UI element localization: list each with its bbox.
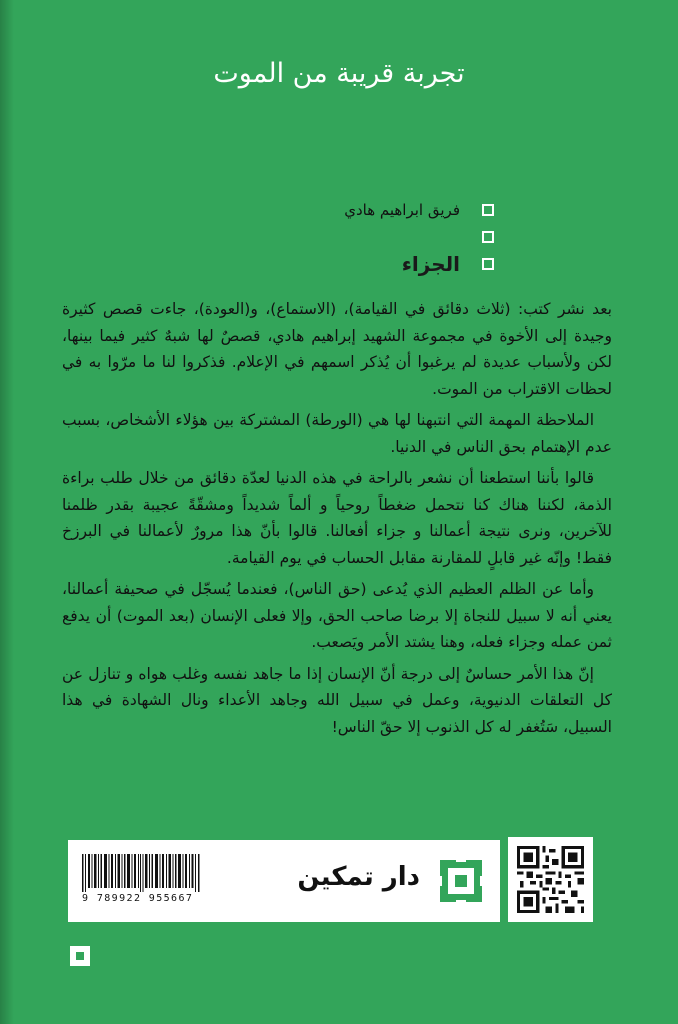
- barcode-icon: [82, 854, 200, 892]
- isbn-number: 9 789922 955667: [82, 893, 194, 904]
- barcode: [82, 854, 200, 906]
- blurb-paragraph-1: بعد نشر كتب: (ثلاث دقائق في القيامة)، (الاستماع)، و(العودة)، جاءت قصص كثيرة وجيدة إلى الأخوة في مجموعة الشهيد إبراهيم هادي، قصصٌ لها شبهٌ كثير فيما بينها، لكن ولأسباب عديدة لم يرغبوا أن يُذكر اسمهم في الإعلام. فذكروا لنا ما مرّوا به في لحظات الاقتراب من الموت.: [62, 300, 612, 398]
- spine-shadow: [0, 0, 14, 1024]
- publisher-logo-icon: [436, 856, 486, 906]
- checkbox-icon: [482, 204, 494, 216]
- qr-code-icon: [517, 846, 584, 913]
- blurb-paragraph-3: قالوا بأننا استطعنا أن نشعر بالراحة في هذه الدنيا لعدّة دقائق من خلال طلب براءة الذمة، لكننا هناك كنا نتحمل ضغطاً روحياً و ألماً شديداً ومشقّةً عجيبة بقدر ظلمنا للآخرين، ونرى نتيجة أعمالنا و جزاء أفعالنا. قالوا بأنّ هذا مرورٌ لأعمالنا في البرزخ فقط! وإنّه غير قابلٍ للمقارنة مقابل الحساب في يوم القيامة.: [62, 469, 612, 567]
- blurb-paragraph-4: وأما عن الظلم العظيم الذي يُدعى (حق الناس)، فعندما يُسجّل في صحيفة أعمالنا، يعني أنه لا سبيل للنجاة إلا برضا صاحب الحق، وإلا فعلى الإنسان (بعد الموت) أن يدفع ثمن عمله وجزاء فعله، وهنا يشتد الأمر ويَصعب.: [62, 580, 612, 651]
- corner-square-icon: [70, 946, 90, 966]
- series-item-2: [344, 223, 494, 250]
- series-item-3: [344, 250, 494, 277]
- blurb-text: [62, 296, 612, 745]
- series-list: [344, 196, 494, 277]
- book-subtitle: تجربة قريبة من الموت: [213, 58, 465, 89]
- series-item-label: فريق ابراهيم هادي: [344, 200, 460, 219]
- series-item-1: [344, 196, 494, 223]
- checkbox-icon: [482, 258, 494, 270]
- publisher-name: دار تمكين: [297, 862, 420, 892]
- checkbox-icon: [482, 231, 494, 243]
- publisher-strip: [68, 840, 500, 922]
- qr-code: [508, 837, 593, 922]
- blurb-paragraph-2: الملاحظة المهمة التي انتبهنا لها هي (الورطة) المشتركة بين هؤلاء الأشخاص، بسبب عدم الإهتمام بحق الناس في الدنيا.: [62, 411, 612, 456]
- blurb-paragraph-5: إنّ هذا الأمر حساسٌ إلى درجة أنّ الإنسان إذا ما جاهد نفسه وغلب هواه و تنازل عن كل التعلقات الدنيوية، وعمل في سبيل الله وجاهد الأعداء ونال الشهادة في هذا السبيل، سَتُغفر له كل الذنوب إلا حقّ الناس!: [62, 664, 612, 736]
- book-title: الجزاء: [401, 251, 460, 276]
